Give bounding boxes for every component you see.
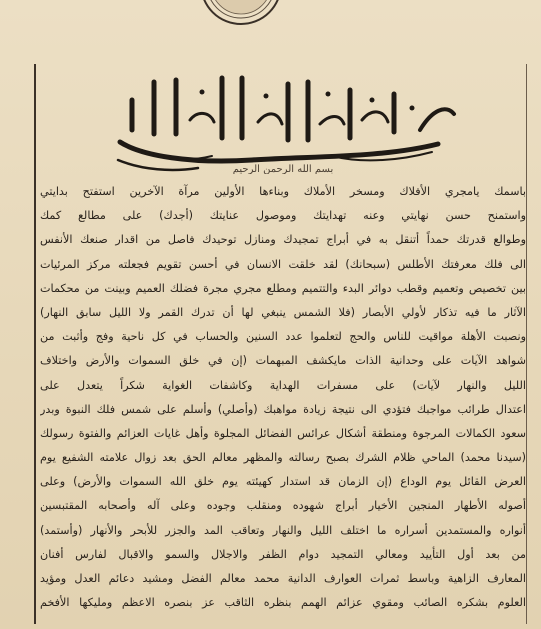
text-line: أنواره والمستمدين أسراره ما اختلف الليل والنهار وتعاقب المد والجزر للأبحر والأنهار (وأستمد) [40, 523, 526, 537]
text-line: المعارف الزاهية وباسط ثمرات العوارف الدانية محمد معالم الفضل ومشيد دعائم العدل ومؤيد [40, 572, 526, 585]
text-line: باسمك يامجري الأفلاك ومسخر الأملاك وبناءها الأولين مرآة الآخرين استفتح بدايتي [40, 185, 526, 198]
text-line: اعتدال طرائب مواجبك فتؤدي الى نتيجة زيادة مواهبك (وأصلي) وأسلم على شمس فلك النبوة وبدر [40, 402, 526, 416]
bismillah-calligraphy [102, 60, 464, 174]
text-line: أصوله الأطهار المنجين الأخيار أبراج شهوده ومنقلب وجوده وعلى آله وأصحابه المقتبسين [40, 499, 526, 513]
body-text [40, 180, 526, 615]
bismillah-text: بسم الله الرحمن الرحيم [232, 164, 334, 174]
text-line: (سيدنا محمد) الماحي ظلام الشرك بصبح رسالته والمظهر معالم الحق بعد زوال علامته الشفيع يوم [40, 451, 526, 465]
text-line: العرض القائل يوم الوداع (إن الزمان قد استدار كهيئته يوم خلق الله السموات والأرض) وعلى [40, 475, 526, 489]
right-border-rule [526, 64, 527, 624]
text-line: وطوالع قدرتك حمداً أتنقل به في أبراج تمجيدك ومنازل توحيدك فاصل من اقدار صنعك الأنفس [40, 233, 526, 247]
text-line: الليل والنهار لآيات) على مسفرات الهداية وكاشفات الغواية شكراً يتعدل على [40, 378, 526, 392]
text-line: بين تخصيص وتعميم وقطب دوائر البدء والتتميم ومطلع مجري مجرة فضلك العميم وبينت من محكمات [40, 281, 526, 295]
text-line: الآثار ما فيه تذكار لأولي الأبصار (فلا الشمس ينبغي لها أن تدرك القمر ولا الليل سابق النهار) [40, 305, 526, 319]
text-line: شواهد الآيات على وحدانية الذات مايكشف المبهمات (إن في خلق السموات والأرض واختلاف [40, 354, 526, 368]
seal-emblem [195, 0, 287, 30]
left-border-rule [34, 64, 36, 624]
text-line: سعود الكمالات المرجوة ومنطقة أشكال عرائس الفضائل المجلوة وأهل غايات العزائم والفتوة رسولك [40, 426, 526, 440]
text-line: واستمنح حسن نهايتي وعنه تهدايتك وموصول عنايتك (أجدك) على مطالع كمك [40, 209, 526, 223]
text-line: العلوم بشكره الصائب ومقوي عزائم الهمم بنظره الثاقب عز بنصره الاعظم ومليكها الأفخم [40, 596, 526, 610]
text-line: من بعد أول التأييد ومعالي التمجيد دوام الظفر والاجلال والسمو والاقبال لفارس أفنان [40, 547, 526, 561]
text-line: الى فلك معرفتك الأطلس (سبحانك) لقد خلقت الانسان في أحسن تقويم فجعلته مركز المرئيات [40, 257, 526, 271]
text-line: ونصبت الأهلة مواقيت للناس والحج لتعلموا عدد السنين والحساب في كل ناحية وفج وأثبت من [40, 330, 526, 344]
